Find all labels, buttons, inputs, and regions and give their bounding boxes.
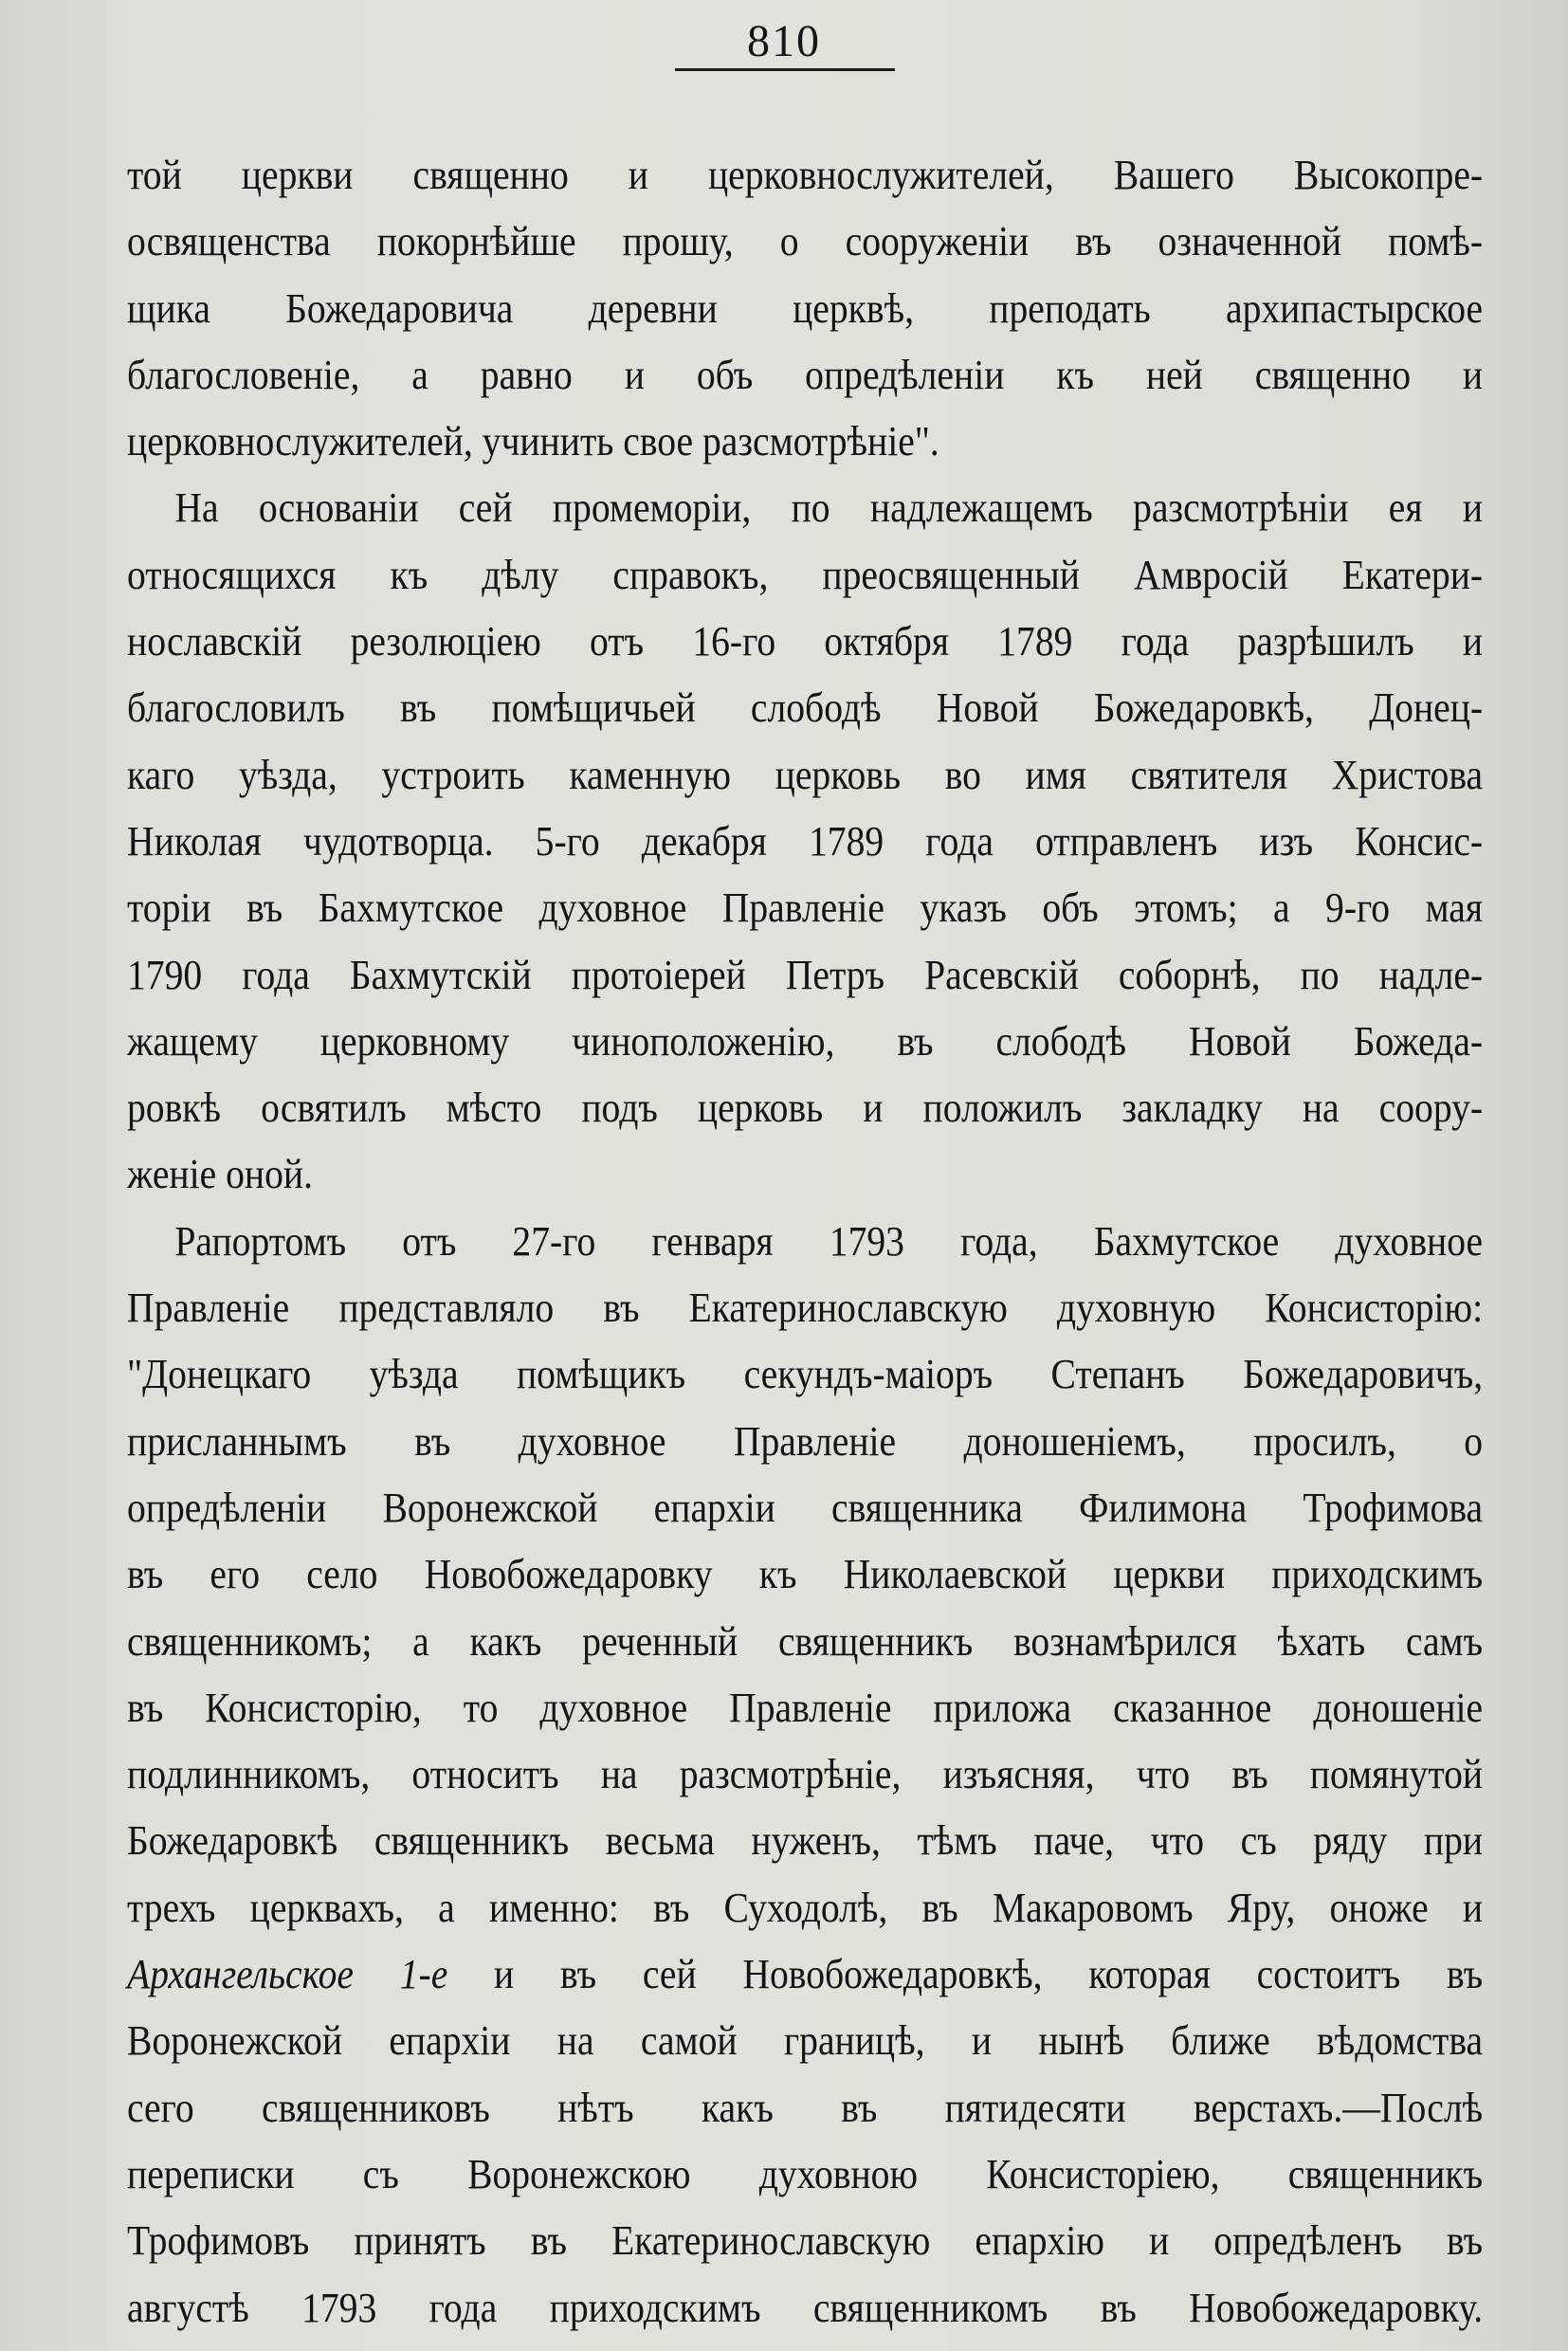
line-text: въ Консисторію, то духовное Правленіе приложа сказанное доношеніе xyxy=(127,1684,1484,1731)
text-line xyxy=(127,1209,1483,1275)
line-text: Трофимовъ принятъ въ Екатеринославскую епархію и опредѣленъ въ xyxy=(127,2217,1484,2265)
text-line xyxy=(127,2075,1483,2141)
text-line xyxy=(127,1141,1483,1208)
text-line xyxy=(127,1609,1483,1675)
line-text: нославскій резолюціею отъ 16-го октября 1789 года разрѣшилъ и xyxy=(127,618,1484,665)
text-line xyxy=(127,209,1483,275)
line-text: сего священниковъ нѣтъ какъ въ пятидесяти верстахъ.—Послѣ xyxy=(127,2084,1484,2131)
line-text: каго уѣзда, устроить каменную церковь во имя святителя Христова xyxy=(127,751,1484,798)
text-line xyxy=(127,609,1483,675)
line-text: опредѣленіи Воронежской епархіи священника Филимона Трофимова xyxy=(127,1484,1484,1531)
italic-text: Архангельское 1-е xyxy=(127,1951,448,1998)
line-text: щика Божедаровича деревни церквѣ, преподать архипастырское xyxy=(127,284,1484,332)
line-text: Правленіе представляло въ Екатеринославскую духовную Консисторію: xyxy=(127,1285,1484,1332)
line-text: той церкви священно и церковнослужителей, Вашего Высокопре- xyxy=(127,152,1484,198)
text-line xyxy=(127,1409,1483,1475)
text-line xyxy=(127,809,1483,875)
text-line xyxy=(127,2141,1483,2208)
line-text: присланнымъ въ духовное Правленіе доношеніемъ, просилъ, о xyxy=(127,1417,1484,1465)
text-line xyxy=(127,875,1483,941)
text-line xyxy=(127,1341,1483,1408)
line-text: относящихся къ дѣлу справокъ, преосвященный Амвросій Екатери- xyxy=(127,551,1484,598)
text-line xyxy=(127,1475,1483,1541)
line-text: Рапортомъ отъ 27-го генваря 1793 года, Бахмутское духовное xyxy=(174,1217,1484,1265)
page-number: 810 xyxy=(747,16,821,66)
text-line xyxy=(127,1275,1483,1341)
line-text: священникомъ; а какъ реченный священникъ вознамѣрился ѣхать самъ xyxy=(127,1617,1484,1665)
text-line xyxy=(127,342,1483,409)
text-line xyxy=(127,2008,1483,2074)
text-line xyxy=(127,675,1483,741)
page-number-rule xyxy=(675,68,895,71)
text-line xyxy=(127,542,1483,609)
line-text: августѣ 1793 года приходскимъ священникомъ въ Новобожедаровку. xyxy=(127,2284,1484,2331)
line-text: торіи въ Бахмутское духовное Правленіе указъ объ этомъ; а 9-го мая xyxy=(127,884,1484,932)
line-text: благословеніе, а равно и объ опредѣленіи къ ней священно и xyxy=(127,351,1484,398)
line-text: переписки съ Воронежскою духовною Консисторіею, священникъ xyxy=(127,2150,1484,2197)
line-text: Воронежской епархіи на самой границѣ, и нынѣ ближе вѣдомства xyxy=(127,2017,1484,2065)
text-line xyxy=(127,2275,1483,2342)
text-line xyxy=(127,142,1483,209)
text-line xyxy=(127,1075,1483,1141)
text-line xyxy=(127,1541,1483,1608)
text-line xyxy=(127,1009,1483,1075)
text-line xyxy=(127,1875,1483,1941)
line-text: трехъ церквахъ, а именно: въ Суходолѣ, въ Макаровомъ Яру, оноже и xyxy=(127,1884,1484,1931)
text-line xyxy=(127,2208,1483,2274)
line-text: женіе оной. xyxy=(127,1151,313,1198)
line-text: въ его село Новобожедаровку къ Николаевской церкви приходскимъ xyxy=(127,1551,1484,1598)
text-line xyxy=(127,1741,1483,1808)
text-line xyxy=(127,276,1483,342)
text-line xyxy=(127,1941,1483,2008)
line-text: церковнослужителей, учинить свое разсмотрѣніе". xyxy=(127,418,939,465)
body-text xyxy=(127,142,1483,2342)
line-text: и въ сей Новобожедаровкѣ, которая состоитъ въ xyxy=(447,1951,1484,1998)
text-line xyxy=(127,1675,1483,1741)
text-line xyxy=(127,409,1483,475)
line-text: 1790 года Бахмутскій протоіерей Петръ Расевскій соборнѣ, по надле- xyxy=(127,951,1484,998)
line-text: благословилъ въ помѣщичьей слободѣ Новой Божедаровкѣ, Донец- xyxy=(127,684,1484,732)
text-line xyxy=(127,475,1483,541)
line-text: подлинникомъ, относитъ на разсмотрѣніе, изъясняя, что въ помянутой xyxy=(127,1751,1484,1798)
line-text: жащему церковному чиноположенію, въ слободѣ Новой Божеда- xyxy=(127,1017,1484,1065)
line-text: ровкѣ освятилъ мѣсто подъ церковь и положилъ закладку на соору- xyxy=(127,1084,1484,1132)
text-line xyxy=(127,742,1483,809)
line-text: "Донецкаго уѣзда помѣщикъ секундъ-маіоръ Степанъ Божедаровичъ, xyxy=(127,1351,1484,1398)
text-line xyxy=(127,1808,1483,1874)
line-text: Николая чудотворца. 5-го декабря 1789 года отправленъ изъ Консис- xyxy=(127,817,1484,865)
text-line xyxy=(127,942,1483,1009)
line-text: Божедаровкѣ священникъ весьма нуженъ, тѣмъ паче, что съ ряду при xyxy=(127,1817,1484,1865)
line-text: На основаніи сей промеморіи, по надлежащемъ разсмотрѣніи ея и xyxy=(174,484,1484,532)
line-text: освященства покорнѣйше прошу, о сооруженіи въ означенной помѣ- xyxy=(127,218,1484,265)
